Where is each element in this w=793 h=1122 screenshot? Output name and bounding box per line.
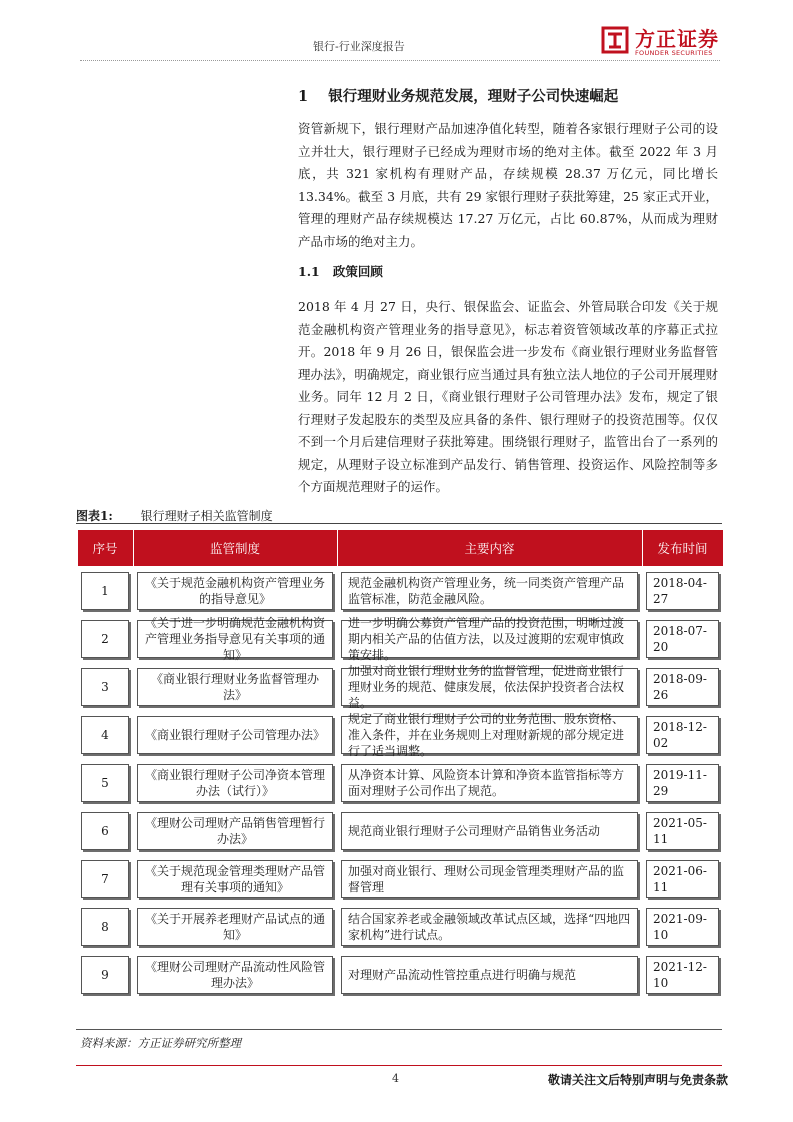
column-header-date: 发布时间 <box>642 530 723 568</box>
row-number-cell <box>77 855 133 903</box>
publish-date: 2021-09-10 <box>646 908 719 946</box>
publish-date: 2019-11-29 <box>646 764 719 802</box>
regulation-name: 《商业银行理财子公司管理办法》 <box>137 716 333 754</box>
publish-date: 2021-05-11 <box>646 812 719 850</box>
section-1-paragraph: 资管新规下，银行理财产品加速净值化转型，随着各家银行理财子公司的设立并壮大，银行理财子已经成为理财市场的绝对主体。截至 2022 年 3 月底，共 321 家机构有理财产品，存续规模 28.37 万亿元，同比增长 13.34%。截至 3 月底，共有 29 家银行理财子获批筹建，25 家正式开业，管理的理财产品存续规模达 17.27 万亿元，占比 60.87%，从而成为理财产品市场的绝对主力。 <box>298 121 718 249</box>
section-1-1-title: 政策回顾 <box>332 264 383 279</box>
row-number-cell <box>77 711 133 759</box>
main-content: 规定了商业银行理财子公司的业务范围、股东资格、准入条件，并在业务规则上对理财新规的部分规定进行了适当调整。 <box>341 716 638 754</box>
regulation-name: 《理财公司理财产品流动性风险管理办法》 <box>137 956 333 994</box>
publish-date: 2021-06-11 <box>646 860 719 898</box>
publish-date-cell <box>642 567 723 615</box>
regulation-name: 《关于规范现金管理类理财产品管理有关事项的通知》 <box>137 860 333 898</box>
table-row <box>77 567 723 615</box>
main-content: 进一步明确公募资产管理产品的投资范围，明晰过渡期内相关产品的估值方法，以及过渡期的宏观审慎政策安排。 <box>341 620 638 658</box>
row-number-cell <box>77 759 133 807</box>
main-content: 从净资本计算、风险资本计算和净资本监管指标等方面对理财子公司作出了规范。 <box>341 764 638 802</box>
row-number-cell <box>77 567 133 615</box>
section-1-title: 银行理财业务规范发展，理财子公司快速崛起 <box>328 88 619 105</box>
publish-date-cell <box>642 711 723 759</box>
row-number-cell <box>77 615 133 663</box>
regulation-name-cell <box>133 807 337 855</box>
regulation-name-cell <box>133 615 337 663</box>
figure-title: 银行理财子相关监管制度 <box>140 509 273 523</box>
main-content: 对理财产品流动性管控重点进行明确与规范 <box>341 956 638 994</box>
row-number-cell <box>77 807 133 855</box>
regulation-name-cell <box>133 903 337 951</box>
main-content-cell <box>337 615 642 663</box>
column-header-regulation: 监管制度 <box>133 530 337 568</box>
publish-date: 2018-07-20 <box>646 620 719 658</box>
main-content-cell <box>337 807 642 855</box>
logo-english-name: FOUNDER SECURITIES <box>635 49 713 57</box>
row-number-cell <box>77 951 133 999</box>
founder-logo-icon <box>600 25 630 55</box>
column-header-content: 主要内容 <box>337 530 642 568</box>
publish-date-cell <box>642 615 723 663</box>
section-1-heading <box>298 85 618 106</box>
publish-date-cell <box>642 855 723 903</box>
regulation-name: 《关于规范金融机构资产管理业务的指导意见》 <box>137 572 333 610</box>
logo-chinese-name: 方正证券 <box>635 27 719 51</box>
row-number: 9 <box>81 956 129 994</box>
table-row <box>77 615 723 663</box>
main-content-cell <box>337 711 642 759</box>
row-number-cell <box>77 903 133 951</box>
caption-divider <box>76 523 722 524</box>
main-content: 结合国家养老或金融领域改革试点区域，选择“四地四家机构”进行试点。 <box>341 908 638 946</box>
regulation-name: 《关于进一步明确规范金融机构资产管理业务指导意见有关事项的通知》 <box>137 620 333 658</box>
footer-divider <box>76 1065 722 1066</box>
publish-date-cell <box>642 903 723 951</box>
regulation-name: 《商业银行理财子公司净资本管理办法（试行）》 <box>137 764 333 802</box>
table-row <box>77 807 723 855</box>
publish-date-cell <box>642 663 723 711</box>
row-number: 1 <box>81 572 129 610</box>
main-content-cell <box>337 567 642 615</box>
main-content: 加强对商业银行、理财公司现金管理类理财产品的监督管理 <box>341 860 638 898</box>
row-number: 2 <box>81 620 129 658</box>
header-divider <box>80 60 720 61</box>
section-1-number: 1 <box>298 88 309 105</box>
report-type: 银行-行业深度报告 <box>313 40 405 53</box>
row-number: 8 <box>81 908 129 946</box>
figure-label: 图表1: <box>76 509 113 523</box>
table-row <box>77 855 723 903</box>
source-divider <box>76 1029 722 1030</box>
main-content-cell <box>337 855 642 903</box>
regulation-table <box>76 529 724 1000</box>
publish-date-cell <box>642 807 723 855</box>
section-1-1-number: 1.1 <box>298 264 320 279</box>
publish-date: 2018-12-02 <box>646 716 719 754</box>
regulation-name-cell <box>133 759 337 807</box>
regulation-name: 《理财公司理财产品销售管理暂行办法》 <box>137 812 333 850</box>
page-number: 4 <box>392 1072 399 1085</box>
table-row <box>77 663 723 711</box>
main-content-cell <box>337 663 642 711</box>
main-content-cell <box>337 903 642 951</box>
regulation-name-cell <box>133 711 337 759</box>
row-number: 3 <box>81 668 129 706</box>
publish-date-cell <box>642 951 723 999</box>
row-number: 4 <box>81 716 129 754</box>
main-content: 加强对商业银行理财业务的监督管理，促进商业银行理财业务的规范、健康发展，依法保护投资者合法权益。 <box>341 668 638 706</box>
publish-date: 2018-09-26 <box>646 668 719 706</box>
regulation-name-cell <box>133 951 337 999</box>
row-number-cell <box>77 663 133 711</box>
table-row <box>77 711 723 759</box>
regulation-name-cell <box>133 855 337 903</box>
table-row <box>77 951 723 999</box>
main-content: 规范商业银行理财子公司理财产品销售业务活动 <box>341 812 638 850</box>
table-header-row <box>77 530 723 568</box>
row-number: 5 <box>81 764 129 802</box>
disclaimer-link[interactable]: 敬请关注文后特别声明与免责条款 <box>548 1073 729 1087</box>
main-content-cell <box>337 951 642 999</box>
publish-date-cell <box>642 759 723 807</box>
publish-date: 2021-12-10 <box>646 956 719 994</box>
table-row <box>77 759 723 807</box>
regulation-name-cell <box>133 663 337 711</box>
section-1-1-heading <box>298 262 383 280</box>
section-1-1-paragraph: 2018 年 4 月 27 日，央行、银保监会、证监会、外管局联合印发《关于规范金融机构资产管理业务的指导意见》，标志着资管领域改革的序幕正式拉开。2018 年 9 月 26 日，银保监会进一步发布《商业银行理财业务监督管理办法》，明确规定，商业银行应当通过具有独立法人地位的子公司开展理财业务。同年 12 月 2 日，《商业银行理财子公司管理办法》发布，规定了银行理财子发起股东的类型及应具备的条件、银行理财子的投资范围等。仅仅不到一个月后建信理财子获批筹建。围绕银行理财子，监管出台了一系列的规定，从理财子设立标准到产品发行、销售管理、投资运作、风险控制等多个方面规范理财子的运作。 <box>298 299 718 494</box>
table-row <box>77 903 723 951</box>
main-content: 规范金融机构资产管理业务，统一同类资产管理产品监管标准，防范金融风险。 <box>341 572 638 610</box>
regulation-name: 《关于开展养老理财产品试点的通知》 <box>137 908 333 946</box>
founder-logo <box>600 22 720 60</box>
figure-caption <box>76 507 273 524</box>
main-content-cell <box>337 759 642 807</box>
row-number: 6 <box>81 812 129 850</box>
regulation-name: 《商业银行理财业务监督管理办法》 <box>137 668 333 706</box>
regulation-name-cell <box>133 567 337 615</box>
publish-date: 2018-04-27 <box>646 572 719 610</box>
row-number: 7 <box>81 860 129 898</box>
column-header-no: 序号 <box>77 530 133 568</box>
source-note: 资料来源：方正证券研究所整理 <box>80 1036 241 1050</box>
